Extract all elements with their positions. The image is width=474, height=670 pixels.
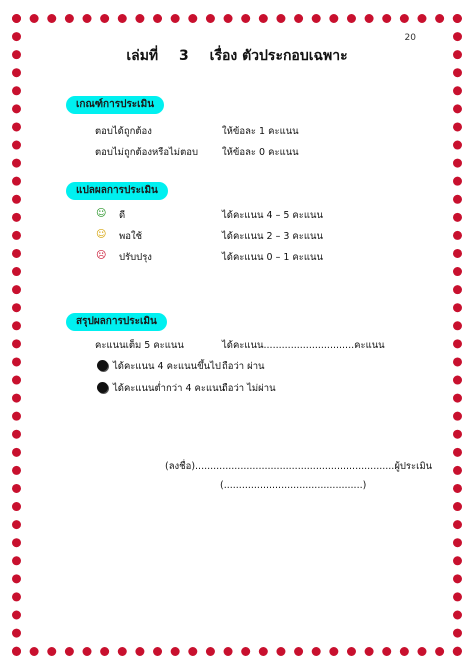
- summary-obtained: ได้คะแนน..............................คะแนน: [222, 340, 385, 351]
- title-subject: เรื่อง ตัวประกอบเฉพาะ: [209, 48, 348, 64]
- title-book: เล่มที่: [126, 48, 159, 64]
- signature-name-line: (..............................................): [220, 480, 367, 491]
- interpretation-range-good: ได้คะแนน 4 – 5 คะแนน: [222, 210, 324, 221]
- interpretation-heading: แปลผลการประเมิน: [66, 182, 168, 200]
- criteria-label-wrong: ตอบไม่ถูกต้องหรือไม่ตอบ: [95, 147, 198, 158]
- bullet-fail-icon: [97, 382, 108, 393]
- interpretation-label-good: ดี: [119, 210, 126, 221]
- criteria-label-correct: ตอบได้ถูกต้อง: [95, 126, 152, 137]
- smile-icon: ☺: [96, 208, 107, 219]
- interpretation-range-fair: ได้คะแนน 2 – 3 คะแนน: [222, 231, 324, 242]
- criteria-score-correct: ให้ข้อละ 1 คะแนน: [222, 126, 299, 137]
- interpretation-label-fair: พอใช้: [119, 231, 143, 242]
- title-number: 3: [179, 48, 189, 64]
- neutral-face-icon: ☺: [96, 229, 107, 240]
- summary-fail-rule: ได้คะแนนต่ำกว่า 4 คะแนน: [113, 383, 226, 394]
- summary-pass-result: ถือว่า ผ่าน: [222, 361, 265, 372]
- criteria-heading: เกณฑ์การประเมิน: [66, 96, 164, 114]
- summary-full-score: คะแนนเต็ม 5 คะแนน: [95, 340, 184, 351]
- page-title: [0, 45, 474, 67]
- page-number: 20: [404, 33, 416, 43]
- summary-heading: สรุปผลการประเมิน: [66, 313, 167, 331]
- interpretation-range-improve: ได้คะแนน 0 – 1 คะแนน: [222, 252, 324, 263]
- criteria-score-wrong: ให้ข้อละ 0 คะแนน: [222, 147, 299, 158]
- interpretation-label-improve: ปรับปรุง: [119, 252, 152, 263]
- summary-pass-rule: ได้คะแนน 4 คะแนนขึ้นไป: [113, 361, 221, 372]
- summary-fail-result: ถือว่า ไม่ผ่าน: [222, 383, 276, 394]
- frown-icon: ☹: [96, 250, 107, 261]
- signature-line: (ลงชื่อ)..................................................................ผู้ประเมิน: [165, 461, 433, 472]
- bullet-pass-icon: [97, 360, 108, 371]
